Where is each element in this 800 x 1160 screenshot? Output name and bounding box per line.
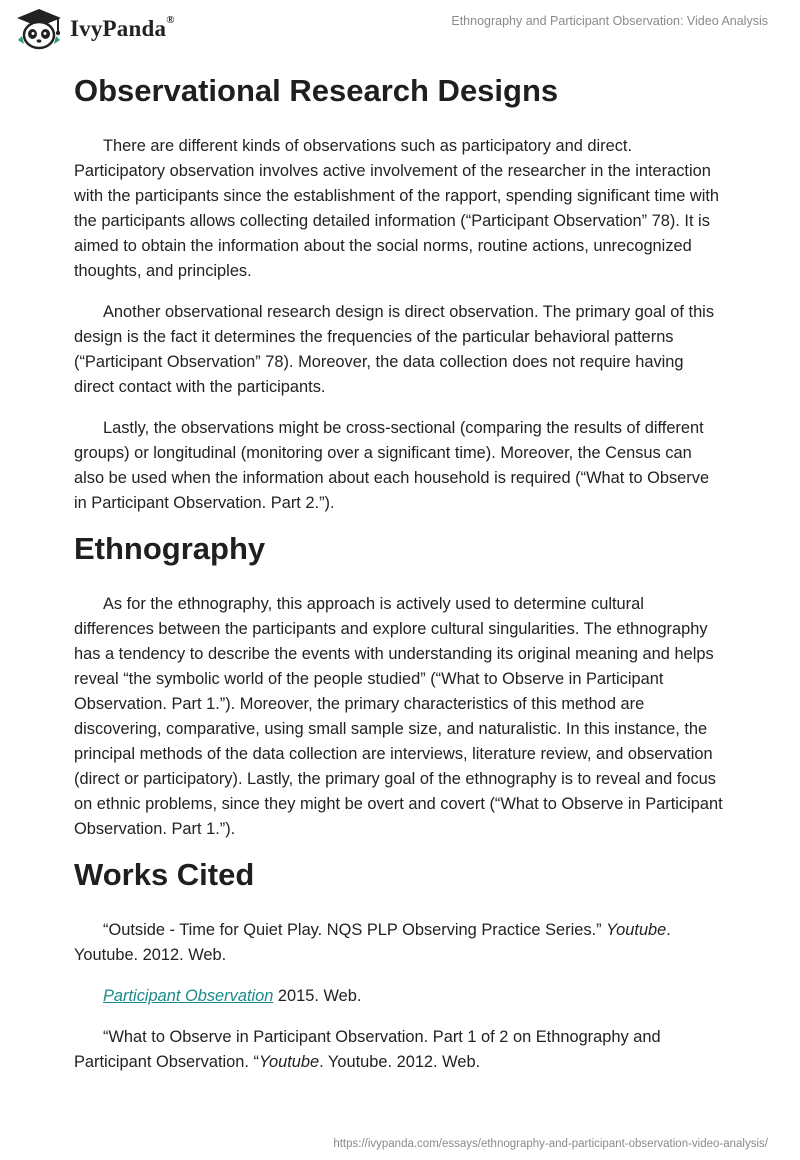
citation-item: Participant Observation 2015. Web. <box>103 987 362 1005</box>
document-header-title: Ethnography and Participant Observation: Video Analysis <box>451 14 768 28</box>
panda-graduate-icon <box>14 8 64 50</box>
section-heading-observational: Observational Research Designs <box>74 73 559 108</box>
citation-item: “What to Observe in Participant Observation. Part 1 of 2 on Ethnography and Participant Observation. “Youtube. Youtube. 2012. Web. <box>74 1028 661 1071</box>
brand-logo[interactable] <box>14 8 175 50</box>
footer-url[interactable]: https://ivypanda.com/essays/ethnography-and-participant-observation-video-analysis/ <box>333 1138 768 1150</box>
paragraph: Lastly, the observations might be cross-sectional (comparing the results of different groups) or longitudinal (monitoring over a significant time). Moreover, the Census can also be used when the information about each household is required (“What to Observe in Participant Observation. Part 2.”). <box>74 419 710 512</box>
brand-name: IvyPanda® <box>70 14 175 41</box>
paragraph: As for the ethnography, this approach is actively used to determine cultural differences between the participants and explore cultural singularities. The ethnography has a tendency to describe the events with understanding its original meaning and helps reveal “the symbolic world of the people studied” (“What to Observe in Participant Observation. Part 1.”). Moreover, the primary characteristics of this method are discovering, comparative, using small sample size, and naturalistic. In this instance, the principal methods of the data collection are interviews, literature review, and observation (direct or participatory). Lastly, the primary goal of the ethnography is to reveal and focus on ethnic problems, since they might be overt and covert (“What to Observe in Participant Observation. Part 1.”). <box>74 595 723 838</box>
paragraph: Another observational research design is direct observation. The primary goal of this design is the fact it determines the frequencies of the particular behavioral patterns (“Participant Observation” 78). Moreover, the data collection does not require having direct contact with the participants. <box>74 303 715 396</box>
section-heading-works-cited: Works Cited <box>74 857 255 892</box>
citation-link[interactable]: Participant Observation <box>103 987 274 1005</box>
paragraph: There are different kinds of observations such as participatory and direct. Participatory observation involves active involvement of the researcher in the interaction with the participants since the establishment of the rapport, spending significant time with the participants allows collecting detailed information (“Participant Observation” 78). It is aimed to obtain the information about the social norms, routine actions, unrecognized thoughts, and principles. <box>74 137 720 280</box>
section-heading-ethnography: Ethnography <box>74 531 266 566</box>
citation-item: “Outside - Time for Quiet Play. NQS PLP Observing Practice Series.” Youtube. Youtube. 2012. Web. <box>74 921 671 964</box>
essay-content <box>74 72 724 1075</box>
